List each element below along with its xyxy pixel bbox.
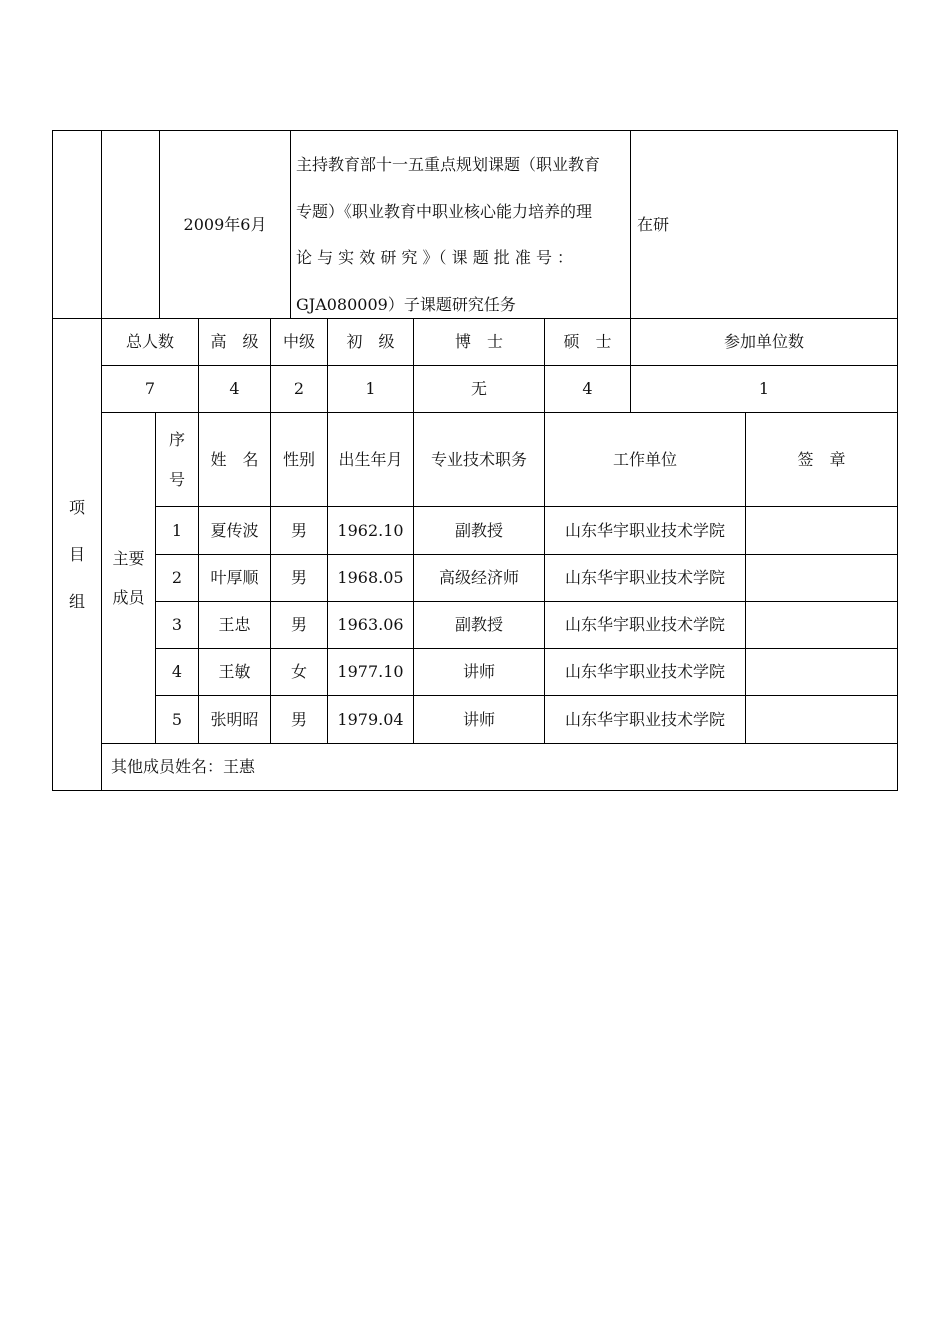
status-text: 在研: [637, 214, 670, 234]
value-units: 1: [758, 379, 770, 399]
col-name-header: 姓 名: [210, 449, 259, 469]
cell-name: 王敏: [218, 662, 251, 682]
group-label: 项 目 组: [68, 498, 85, 611]
cell-birth: 1977.10: [337, 662, 404, 682]
cell-name: 王忠: [218, 615, 251, 635]
col-birth-header: 出生年月: [338, 449, 403, 469]
description-line: GJA080009）子课题研究任务: [296, 294, 516, 314]
cell-birth: 1962.10: [337, 520, 404, 540]
cell-unit: 山东华宇职业技术学院: [564, 662, 725, 682]
cell-gender: 男: [290, 709, 307, 729]
col-sign-header: 签 章: [797, 449, 846, 469]
cell-unit: 山东华宇职业技术学院: [564, 568, 725, 588]
header-senior: 高 级: [210, 332, 259, 352]
description-line: 论 与 实 效 研 究 》（ 课 题 批 准 号 ：: [296, 248, 574, 267]
other-members: 其他成员姓名：王惠: [111, 757, 256, 777]
value-master: 4: [582, 379, 593, 399]
cell-unit: 山东华宇职业技术学院: [564, 520, 725, 540]
cell-birth: 1979.04: [337, 709, 404, 729]
header-master: 硕 士: [563, 332, 612, 352]
col-title-header: 专业技术职务: [430, 449, 527, 469]
cell-sign[interactable]: [746, 649, 897, 695]
cell-name: 叶厚顺: [210, 568, 259, 588]
description-line: 专题）《职业教育中职业核心能力培养的理: [296, 201, 593, 221]
cell-seq: 5: [171, 709, 183, 729]
cell-sign[interactable]: [746, 696, 897, 743]
cell-gender: 男: [290, 615, 307, 635]
cell-unit: 山东华宇职业技术学院: [564, 615, 725, 635]
cell-unit: 山东华宇职业技术学院: [564, 709, 725, 729]
status-cell: [631, 131, 897, 318]
cell-seq: 1: [171, 520, 183, 540]
cell-sign[interactable]: [746, 602, 897, 648]
cell-birth: 1968.05: [337, 568, 404, 588]
value-senior: 4: [229, 379, 240, 399]
cell-sign[interactable]: [746, 555, 897, 601]
value-doctor: 无: [470, 379, 487, 399]
rule: [52, 790, 898, 791]
description-line: 主持教育部十一五重点规划课题（职业教育: [296, 155, 601, 174]
cell-gender: 男: [290, 520, 307, 540]
col-seq-header: 序 号: [168, 429, 185, 489]
cell-title: 高级经济师: [438, 568, 519, 588]
cell-gender: 男: [290, 568, 307, 588]
cell-sign[interactable]: [746, 507, 897, 554]
cell-name: 夏传波: [210, 520, 259, 540]
cell-birth: 1963.06: [337, 615, 404, 635]
header-junior: 初 级: [346, 332, 395, 352]
project-description: [296, 142, 625, 328]
cell-title: 讲师: [462, 662, 495, 682]
value-intermediate: 2: [293, 379, 305, 399]
col-gender-header: 性别: [282, 449, 315, 469]
col-unit-header: 工作单位: [612, 449, 677, 469]
cell-title: 副教授: [454, 520, 503, 540]
cell-title: 副教授: [454, 615, 503, 635]
header-units: 参加单位数: [723, 332, 804, 352]
cell-name: 张明昭: [210, 709, 259, 729]
cell-gender: 女: [290, 662, 307, 682]
cell-seq: 4: [171, 662, 183, 682]
members-label: 主要 成员: [112, 549, 145, 607]
header-total: 总人数: [125, 332, 174, 352]
cell-seq: 2: [171, 568, 183, 588]
header-doctor: 博 士: [454, 332, 503, 352]
header-intermediate: 中级: [282, 332, 315, 352]
cell-seq: 3: [171, 615, 183, 635]
value-total: 7: [144, 379, 156, 399]
rule: [897, 130, 898, 791]
start-date: 2009年6月: [183, 214, 267, 234]
date-cell: [160, 131, 290, 318]
cell-title: 讲师: [462, 709, 495, 729]
rule: [290, 130, 291, 318]
value-junior: 1: [365, 379, 376, 399]
